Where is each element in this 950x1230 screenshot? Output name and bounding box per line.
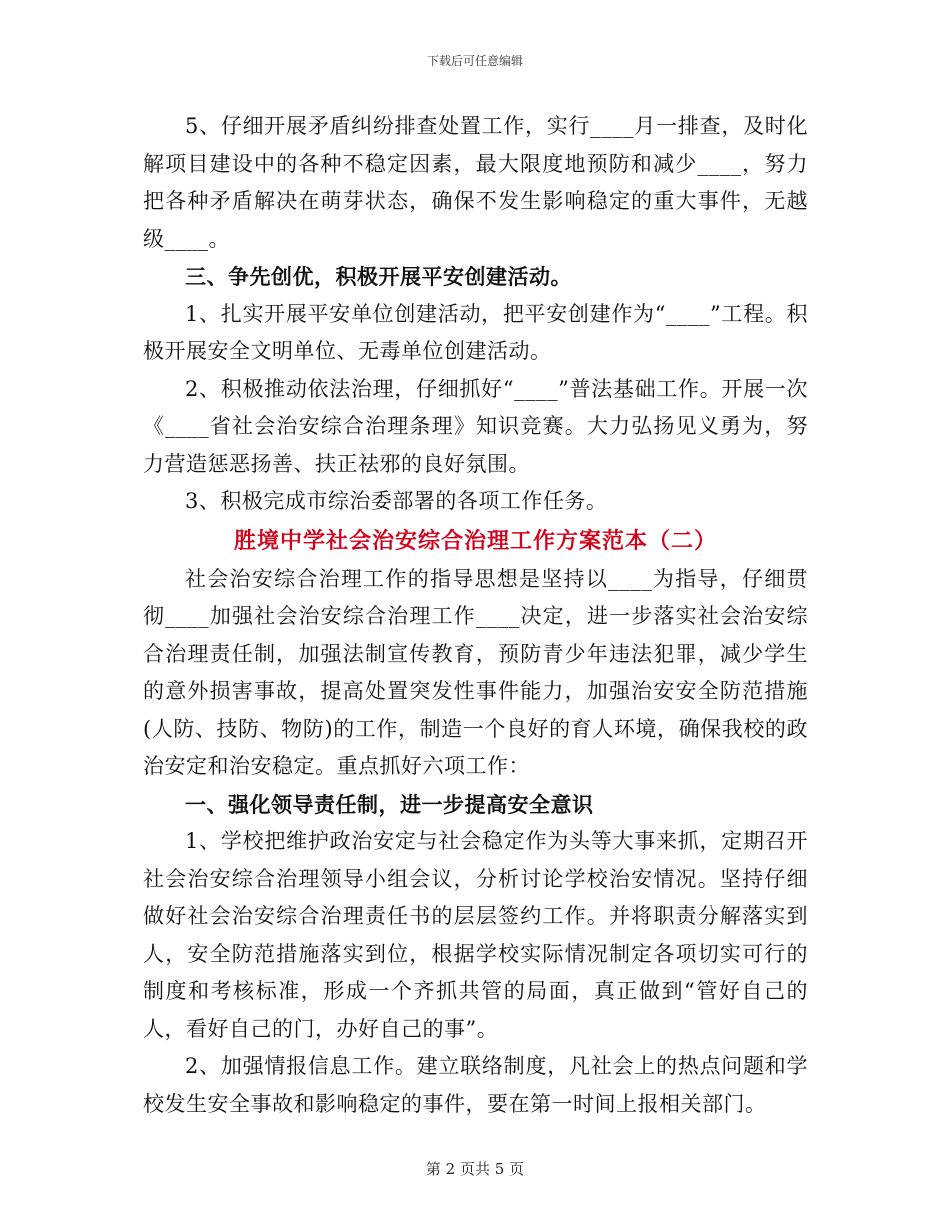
page-footer: 第 2 页共 5 页 bbox=[425, 1160, 525, 1178]
paragraph-item-5: 5、仔细开展矛盾纠纷排查处置工作，实行____月一排查，及时化解项目建设中的各种不稳定因素，最大限度地预防和减少____，努力把各种矛盾解决在萌芽状态，确保不发生影响稳定的重大事件，无越级____。 bbox=[143, 114, 808, 251]
paragraph-leadership: 1、学校把维护政治安定与社会稳定作为头等大事来抓，定期召开社会治安综合治理领导小组会议，分析讨论学校治安情况。坚持仔细做好社会治安综合治理责任书的层层签约工作。并将职责分解落实到人，安全防范措施落实到位，根据学校实际情况制定各项切实可行的制度和考核标准，形成一个齐抓共管的局面，真正做到“管好自己的人，看好自己的门，办好自己的事”。 bbox=[143, 829, 808, 1041]
paragraph-item-2: 2、积极推动依法治理，仔细抓好“____”普法基础工作。开展一次《____省社会治安综合治理条理》知识竞赛。大力弘扬见义勇为，努力营造惩恶扬善、扶正祛邪的良好氛围。 bbox=[143, 376, 808, 476]
paragraph-item-3: 3、积极完成市综治委部署的各项工作任务。 bbox=[185, 489, 608, 513]
section-heading-3: 三、争先创优，积极开展平安创建活动。 bbox=[185, 264, 572, 289]
document-title: 胜境中学社会治安综合治理工作方案范本（二） bbox=[233, 527, 717, 554]
section-heading-1: 一、强化领导责任制，进一步提高安全意识 bbox=[185, 791, 594, 817]
paragraph-intelligence: 2、加强情报信息工作。建立联络制度，凡社会上的热点问题和学校发生安全事故和影响稳定的事件，要在第一时间上报相关部门。 bbox=[143, 1054, 808, 1116]
paragraph-guiding-principle: 社会治安综合治理工作的指导思想是坚持以____为指导，仔细贯彻____加强社会治安综合治理工作____决定，进一步落实社会治安综合治理责任制，加强法制宣传教育，预防青少年违法犯罪，减少学生的意外损害事故，提高处置突发性事件能力，加强治安安全防范措施(人防、技防、物防)的工作，制造一个良好的育人环境，确保我校的政治安定和治安稳定。重点抓好六项工作： bbox=[143, 566, 808, 778]
page-header: 下载后可任意编辑 bbox=[426, 54, 523, 68]
document-body bbox=[143, 108, 808, 1123]
paragraph-item-1: 1、扎实开展平安单位创建活动，把平安创建作为“____”工程。积极开展安全文明单位、无毒单位创建活动。 bbox=[143, 301, 808, 363]
